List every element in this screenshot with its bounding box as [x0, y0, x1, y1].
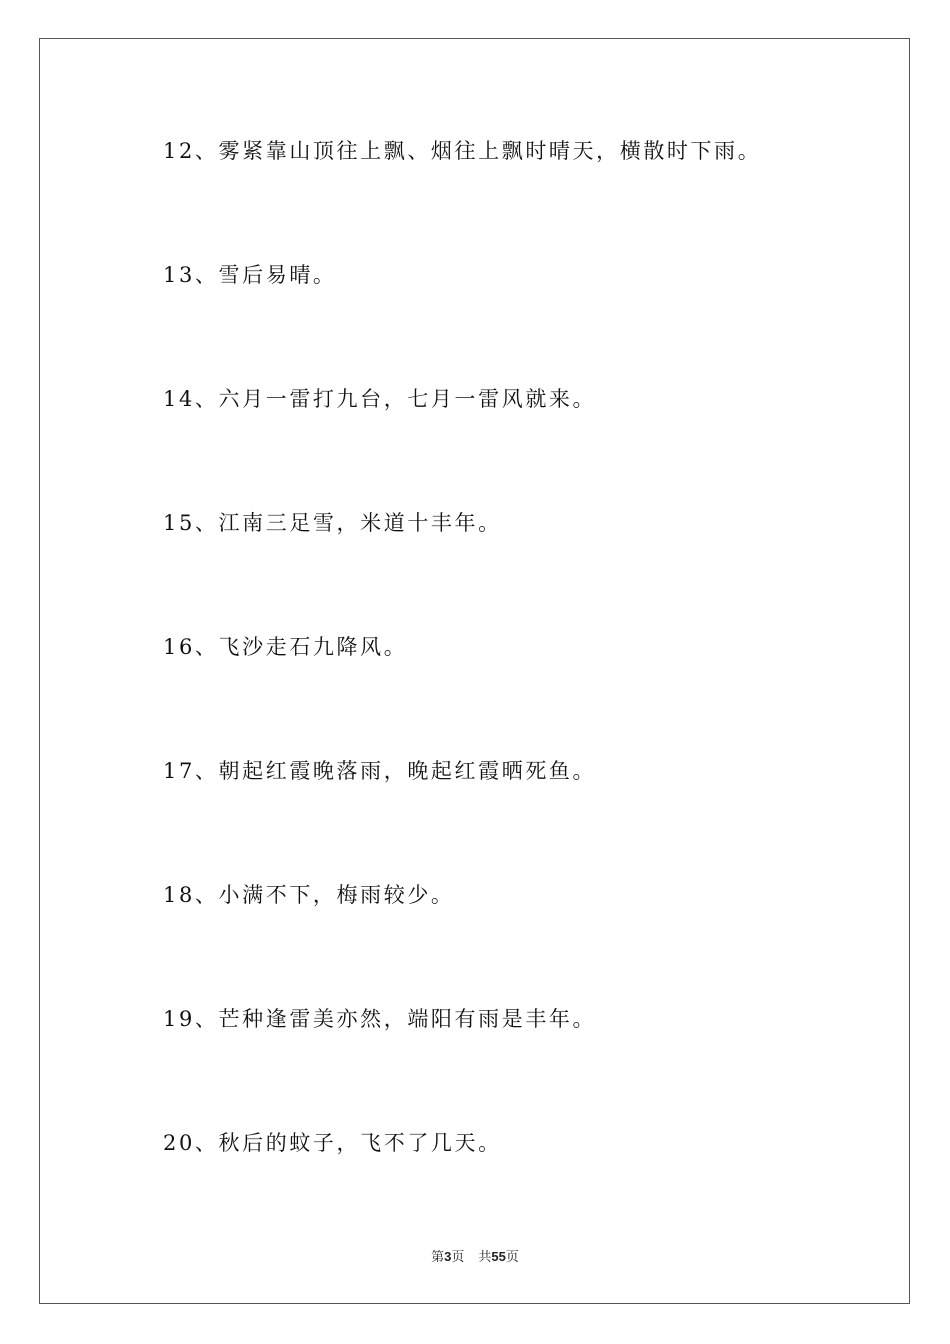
list-item: 14、六月一雷打九台，七月一雷风就来。 [163, 387, 597, 411]
list-item: 20、秋后的蚊子，飞不了几天。 [163, 1131, 502, 1155]
proverb-list [163, 136, 761, 1252]
page-number: 3 [444, 1249, 452, 1264]
list-item: 18、小满不下，梅雨较少。 [163, 883, 455, 907]
total-suffix: 页 [505, 1250, 519, 1265]
list-item: 13、雪后易晴。 [163, 263, 337, 287]
page-footer [0, 1248, 950, 1267]
list-item: 16、飞沙走石九降风。 [163, 635, 408, 659]
total-prefix: 共 [478, 1250, 492, 1265]
list-item: 12、雾紧靠山顶往上飘、烟往上飘时晴天，横散时下雨。 [163, 139, 762, 163]
page-prefix: 第 [431, 1250, 445, 1265]
list-item: 19、芒种逢雷美亦然，端阳有雨是丰年。 [163, 1007, 597, 1031]
list-item: 15、江南三足雪，米道十丰年。 [163, 511, 502, 535]
list-item: 17、朝起红霞晚落雨，晚起红霞晒死鱼。 [163, 759, 597, 783]
total-pages: 55 [491, 1249, 506, 1264]
page-suffix: 页 [451, 1250, 465, 1265]
